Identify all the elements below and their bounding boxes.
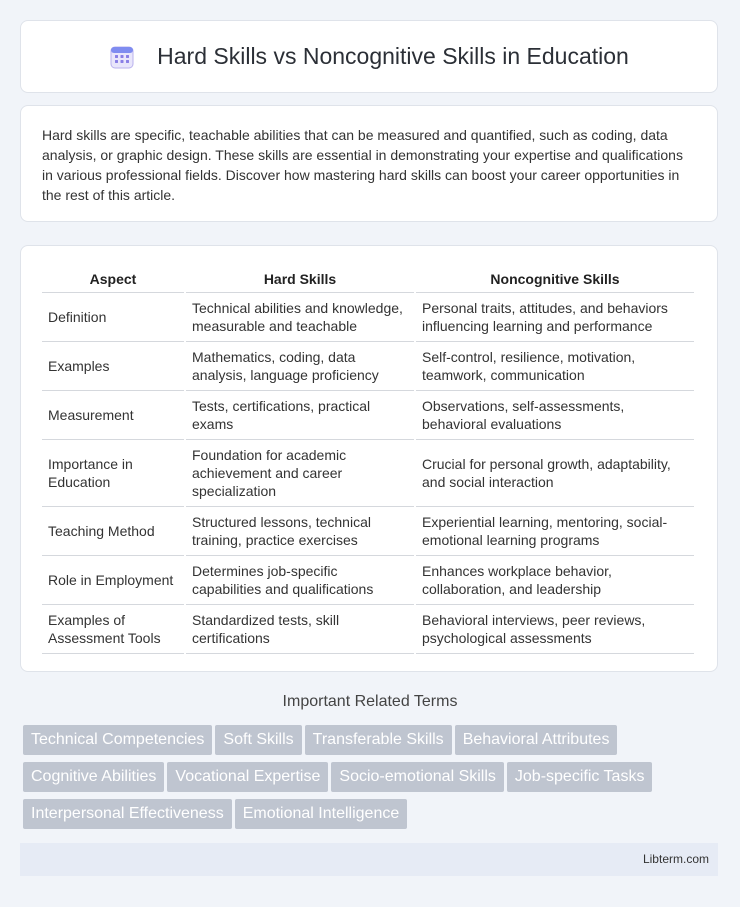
table-cell: Role in Employment (42, 556, 184, 605)
page-title: Hard Skills vs Noncognitive Skills in Education (157, 43, 629, 69)
table-cell: Examples of Assessment Tools (42, 605, 184, 654)
table-cell: Self-control, resilience, motivation, teamwork, communication (416, 342, 694, 391)
related-term-tag[interactable]: Socio-emotional Skills (331, 762, 504, 792)
table-cell: Structured lessons, technical training, practice exercises (186, 507, 414, 556)
related-term-tag[interactable]: Interpersonal Effectiveness (23, 799, 232, 829)
table-cell: Personal traits, attitudes, and behaviors influencing learning and performance (416, 293, 694, 342)
table-row (42, 440, 694, 507)
table-cell: Importance in Education (42, 440, 184, 507)
header-card (20, 20, 718, 93)
column-header: Aspect (42, 266, 184, 293)
column-header: Noncognitive Skills (416, 266, 694, 293)
footer (20, 843, 718, 876)
related-terms-list (23, 725, 713, 836)
table-cell: Definition (42, 293, 184, 342)
table-cell: Behavioral interviews, peer reviews, psychological assessments (416, 605, 694, 654)
related-term-tag[interactable]: Emotional Intelligence (235, 799, 408, 829)
intro-text: Hard skills are specific, teachable abilities that can be measured and quantified, such as coding, data analysis, or graphic design. These skills are essential in demonstrating your expertise and qualifications in various professional fields. Discover how mastering hard skills can boost your career opportunities in the rest of this article. (42, 127, 683, 203)
table-row (42, 507, 694, 556)
table-cell: Measurement (42, 391, 184, 440)
calendar-icon (109, 44, 135, 70)
table-row (42, 605, 694, 654)
table-row (42, 293, 694, 342)
related-term-tag[interactable]: Transferable Skills (305, 725, 452, 755)
related-term-tag[interactable]: Job-specific Tasks (507, 762, 653, 792)
related-term-tag[interactable]: Soft Skills (215, 725, 301, 755)
table-row (42, 342, 694, 391)
table-cell: Experiential learning, mentoring, social-emotional learning programs (416, 507, 694, 556)
column-header: Hard Skills (186, 266, 414, 293)
table-card (20, 245, 718, 672)
table-cell: Examples (42, 342, 184, 391)
related-term-tag[interactable]: Vocational Expertise (167, 762, 328, 792)
table-cell: Determines job-specific capabilities and qualifications (186, 556, 414, 605)
table-cell: Foundation for academic achievement and career specialization (186, 440, 414, 507)
table-cell: Crucial for personal growth, adaptability, and social interaction (416, 440, 694, 507)
table-cell: Mathematics, coding, data analysis, language proficiency (186, 342, 414, 391)
table-row (42, 391, 694, 440)
table-cell: Tests, certifications, practical exams (186, 391, 414, 440)
related-term-tag[interactable]: Technical Competencies (23, 725, 212, 755)
table-cell: Enhances workplace behavior, collaboration, and leadership (416, 556, 694, 605)
intro-card (20, 105, 718, 222)
footer-brand-link[interactable]: Libterm.com (642, 852, 709, 866)
table-cell: Technical abilities and knowledge, measurable and teachable (186, 293, 414, 342)
table-cell: Teaching Method (42, 507, 184, 556)
table-row (42, 556, 694, 605)
comparison-table (40, 266, 696, 654)
table-cell: Observations, self-assessments, behavioral evaluations (416, 391, 694, 440)
table-cell: Standardized tests, skill certifications (186, 605, 414, 654)
related-terms-title: Important Related Terms (282, 693, 458, 710)
related-term-tag[interactable]: Cognitive Abilities (23, 762, 164, 792)
table-header-row (42, 266, 694, 293)
related-term-tag[interactable]: Behavioral Attributes (455, 725, 618, 755)
